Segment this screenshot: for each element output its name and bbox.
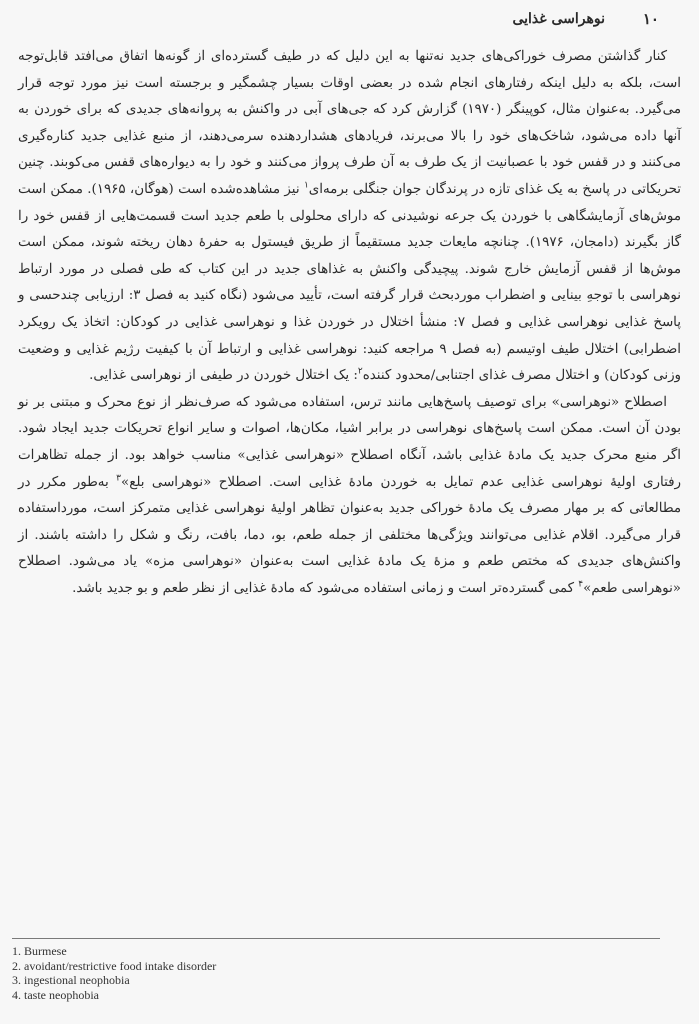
paragraph-2: [18, 390, 681, 603]
footnote-4: 4. taste neophobia: [12, 987, 99, 1002]
running-header: [40, 8, 659, 30]
paragraph-1: [18, 44, 681, 390]
footnotes: [12, 944, 672, 1002]
footnote-ref-2: ۲: [357, 366, 363, 377]
page-number: ۱۰: [642, 10, 659, 28]
paragraph-2-text-b: به‌طور مکرر در مطالعاتی که بر مهار مصرف یک مادهٔ خوراکی جدید به‌عنوان تظاهر اولیهٔ نوهراسی غذایی متمرکز است، مورداستفاده قرار می‌گیرد. اقلام غذایی می‌توانند ویژگی‌ها مختلفی از جمله طعم، بو، دما، بافت، رنگ و شکل را داشته باشند. از واکنش‌های جدیدی که مختص طعم و مزهٔ یک مادهٔ غذایی است به‌عنوان «نوهراسی مزه» یاد می‌شود. اصطلاح «نوهراسی طعم»: [18, 474, 681, 596]
footnote-ref-4: ۴: [578, 579, 584, 590]
paragraph-1-text-a: کنار گذاشتن مصرف خوراکی‌های جدید نه‌تنها به این دلیل که در طیف گسترده‌ای از گونه‌ها اتفاق می‌افتد قابل‌توجه است، بلکه به دلیل اینکه رفتارهای انجام شده در بعضی اوقات بسیار چشمگیر و برجسته است نیز مورد توجه قرار می‌گیرد. به‌عنوان مثال، کوپینگر (۱۹۷۰) گزارش کرد که جی‌های آبی در واکنش به پروانه‌های جدیدی که برای خوردن به آنها داده می‌شود، شاخک‌های خود را بالا می‌برند، فریادهای هشداردهنده سرمی‌دهند، از منبع غذایی جدید کناره‌گیری می‌کنند و در قفس خود با عصبانیت از یک طرف به آن طرف پرواز می‌کنند و خود را به دیواره‌های قفس می‌کوبند. چنین تحریکاتی در پاسخ به یک غذای تازه در پرندگان جوان جنگلی برمه‌ای: [18, 49, 681, 197]
footnote-3: 3. ingestional neophobia: [12, 973, 130, 987]
footnote-2: 2. avoidant/restrictive food intake disorder: [12, 958, 217, 973]
paragraph-2-text-c: کمی گسترده‌تر است و زمانی استفاده می‌شود که مادهٔ غذایی از نظر طعم و بو جدید باشد.: [72, 580, 579, 596]
running-title: نوهراسی غذایی: [512, 11, 605, 27]
paragraph-1-text-b: نیز مشاهده‌شده است (هوگان، ۱۹۶۵). ممکن است موش‌های آزمایشگاهی با خوردن یک جرعه نوشیدنی که دارای محلولی با طعم جدید است قسمت‌هایی از قفس خود را گاز بگیرند (دامجان، ۱۹۷۶). چنانچه مایعات جدید مستقیماً از طریق فیستول به حفرهٔ دهان ریخته شوند، ممکن است موش‌ها از قفس آزمایش خارج شوند. پیچیدگی واکنش به غذاهای جدید در این کتاب که طی فصلی در مورد ارتباط نوهراسی با توجهِ بینایی و اضطراب موردبحث قرار گرفته است، تأیید می‌شود (نگاه کنید به فصل ۳: ارزیابی چندحسی و پاسخ غذایی نوهراسی غذایی و فصل ۷: منشأ اختلال در خوردن غذا و نوهراسی غذایی در کودکان: اتخاذ یک رویکرد اضطرابی) اختلال طیف اوتیسم (به فصل ۹ مراجعه کنید: نوهراسی غذایی و ارتباط آن با کیفیت رژیم غذایی و وضعیت وزنی کودکان) و اختلال مصرف غذای اجتنابی/محدود کننده: [18, 181, 681, 384]
footnote-ref-3: ۳: [116, 473, 121, 484]
paragraph-1-text-c: : یک اختلال خوردن در طیفی از نوهراسی غذایی.: [89, 368, 358, 384]
footnote-1: 1. Burmese: [12, 944, 67, 958]
paragraph-2-text-a: اصطلاح «نوهراسی» برای توصیف پاسخ‌هایی مانند ترس، استفاده می‌شود که صرف‌نظر از نوع محرک و مبتنی بر نو بودن آن است. ممکن است پاسخ‌های نوهراسی در برابر اشیا، مکان‌ها، اصوات و سایر انواع تحریکات جدید ایجاد شود. اگر منبع محرک جدید یک مادهٔ غذایی باشد، آنگاه اصطلاح «نوهراسی غذایی» مناسب خواهد بود. از جمله تظاهرات رفتاری اولیهٔ نوهراسی غذایی عدم تمایل به خوردن مادهٔ غذایی است. اصطلاح «نوهراسی بلع»: [18, 394, 681, 490]
main-text: [18, 44, 681, 602]
footnote-divider: [12, 938, 660, 939]
footnote-ref-1: ۱: [303, 180, 309, 191]
